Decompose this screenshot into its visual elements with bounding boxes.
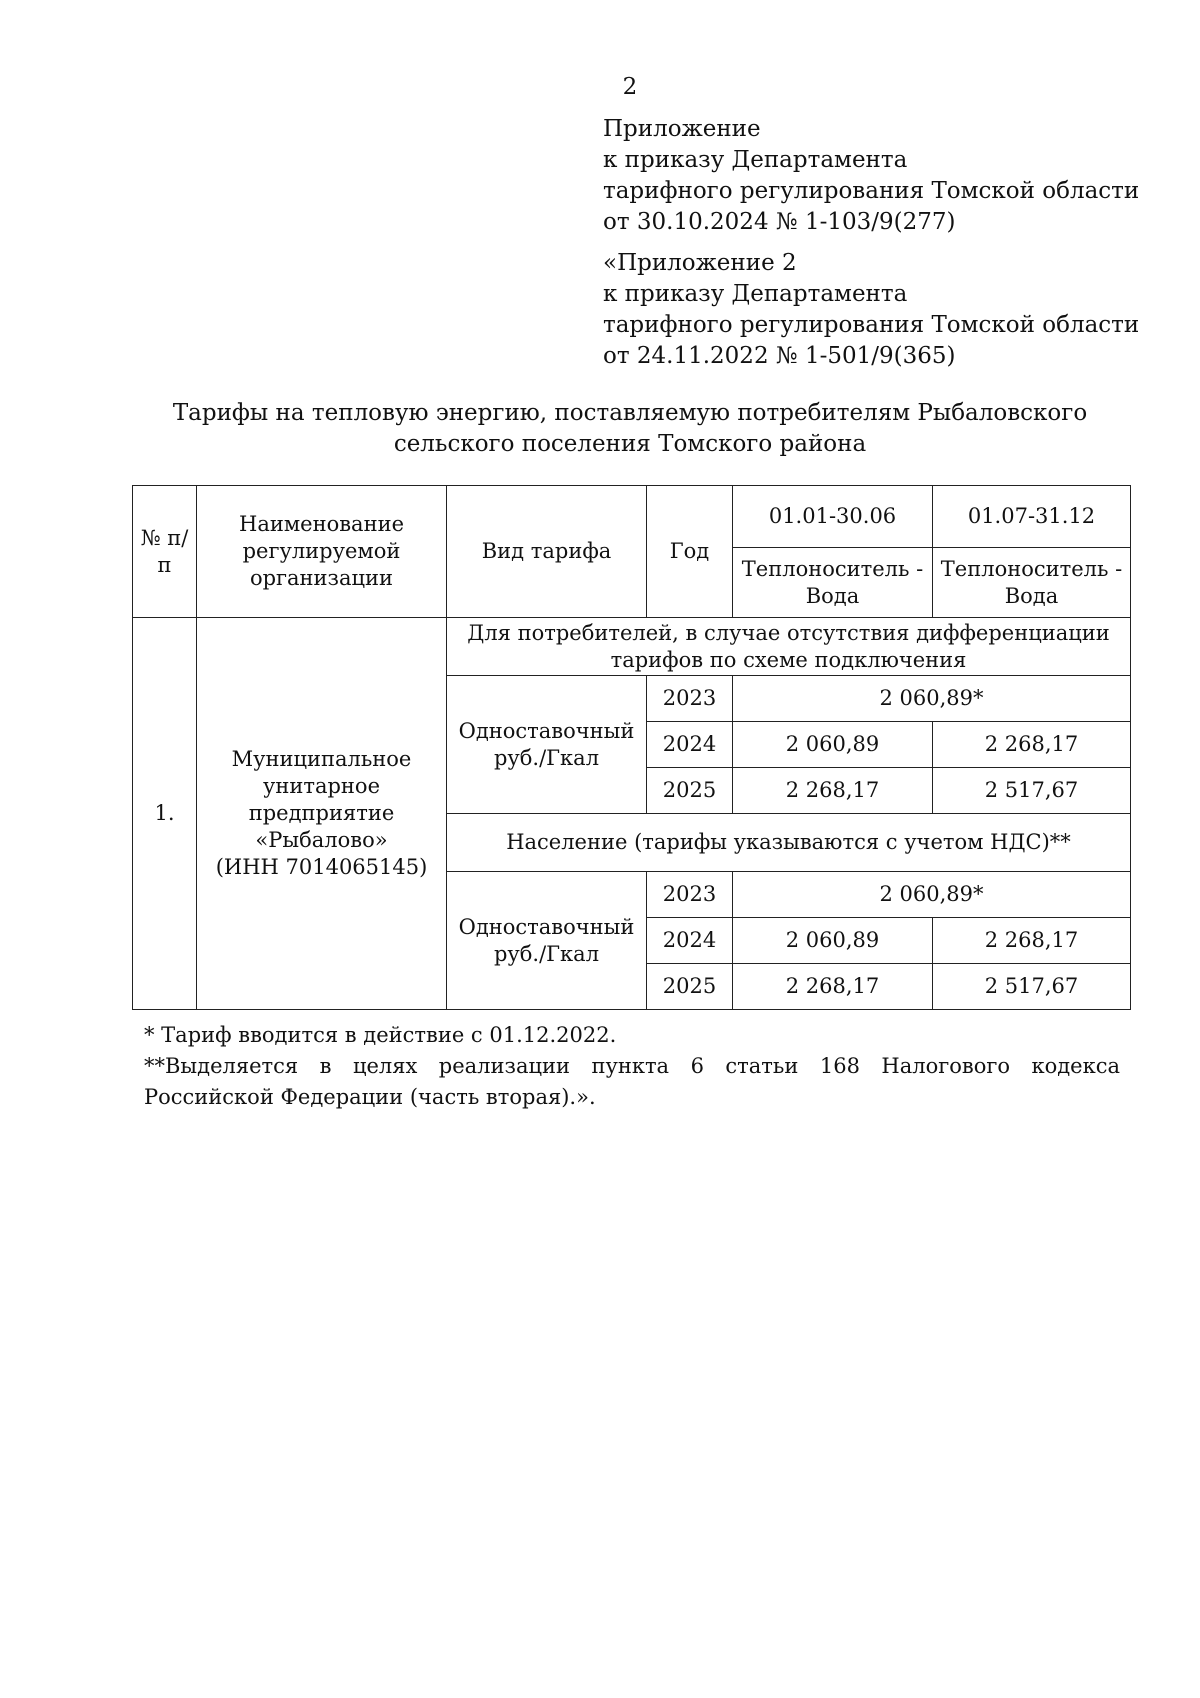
section-heading: Население (тарифы указываются с учетом НДС)**: [447, 814, 1131, 872]
tariff-value-h2: 2 517,67: [933, 768, 1131, 814]
appendix-line: к приказу Департамента: [603, 281, 908, 307]
section-heading: Для потребителей, в случае отсутствия дифференциации тарифов по схеме подключения: [447, 618, 1131, 676]
tariff-value-h1: 2 268,17: [733, 768, 933, 814]
section-heading-row: [133, 618, 1131, 676]
tariff-value-h2: 2 268,17: [933, 918, 1131, 964]
footnote-1: * Тариф вводится в действие с 01.12.2022.: [144, 1023, 617, 1047]
tariff-table: [132, 485, 1131, 1010]
year-cell: 2025: [647, 768, 733, 814]
header-carrier-2: Теплоноситель - Вода: [933, 548, 1131, 618]
title-line: сельского поселения Томского района: [393, 431, 867, 457]
appendix-line: тарифного регулирования Томской области: [603, 178, 1140, 204]
appendix-line: от 24.11.2022 № 1-501/9(365): [603, 343, 956, 369]
document-title: [130, 398, 1130, 460]
header-organization: Наименование регулируемой организации: [197, 486, 447, 618]
organization-line: (ИНН 7014065145): [215, 855, 428, 879]
year-cell: 2024: [647, 722, 733, 768]
year-cell: 2025: [647, 964, 733, 1010]
appendix-line: к приказу Департамента: [603, 147, 908, 173]
header-carrier-1: Теплоноситель - Вода: [733, 548, 933, 618]
header-year: Год: [647, 486, 733, 618]
organization-line: Муниципальное: [231, 747, 412, 771]
title-line: Тарифы на тепловую энергию, поставляемую потребителям Рыбаловского: [172, 400, 1088, 426]
footnotes: [144, 1020, 1120, 1113]
tariff-value-h1: 2 268,17: [733, 964, 933, 1010]
header-tariff-type: Вид тарифа: [447, 486, 647, 618]
header-num: № п/п: [133, 486, 197, 618]
appendix-line: тарифного регулирования Томской области: [603, 312, 1140, 338]
appendix-line: Приложение: [603, 116, 761, 142]
appendix-block-original: [603, 248, 1139, 372]
year-cell: 2023: [647, 676, 733, 722]
row-number: 1.: [133, 618, 197, 1010]
year-cell: 2024: [647, 918, 733, 964]
organization-line: унитарное: [263, 774, 380, 798]
appendix-line: от 30.10.2024 № 1-103/9(277): [603, 209, 956, 235]
header-period-1: 01.01-30.06: [733, 486, 933, 548]
organization-line: «Рыбалово»: [255, 828, 388, 852]
tariff-type-label: Одноставочный руб./Гкал: [447, 676, 647, 814]
tariff-value-merged: 2 060,89*: [733, 872, 1131, 918]
tariff-value-h2: 2 517,67: [933, 964, 1131, 1010]
tariff-value-h1: 2 060,89: [733, 918, 933, 964]
organization-line: предприятие: [248, 801, 395, 825]
appendix-block-current: [603, 114, 1139, 238]
tariff-value-h2: 2 268,17: [933, 722, 1131, 768]
year-cell: 2023: [647, 872, 733, 918]
tariff-value-merged: 2 060,89*: [733, 676, 1131, 722]
table-header-row: [133, 486, 1131, 548]
footnote-2: **Выделяется в целях реализации пункта 6 статьи 168 Налогового кодекса Российской Федерации (часть вторая).».: [144, 1054, 1120, 1109]
organization-name: [197, 618, 447, 1010]
page-number: 2: [622, 74, 638, 100]
tariff-value-h1: 2 060,89: [733, 722, 933, 768]
appendix-line: «Приложение 2: [603, 250, 797, 276]
header-period-2: 01.07-31.12: [933, 486, 1131, 548]
tariff-type-label: Одноставочный руб./Гкал: [447, 872, 647, 1010]
